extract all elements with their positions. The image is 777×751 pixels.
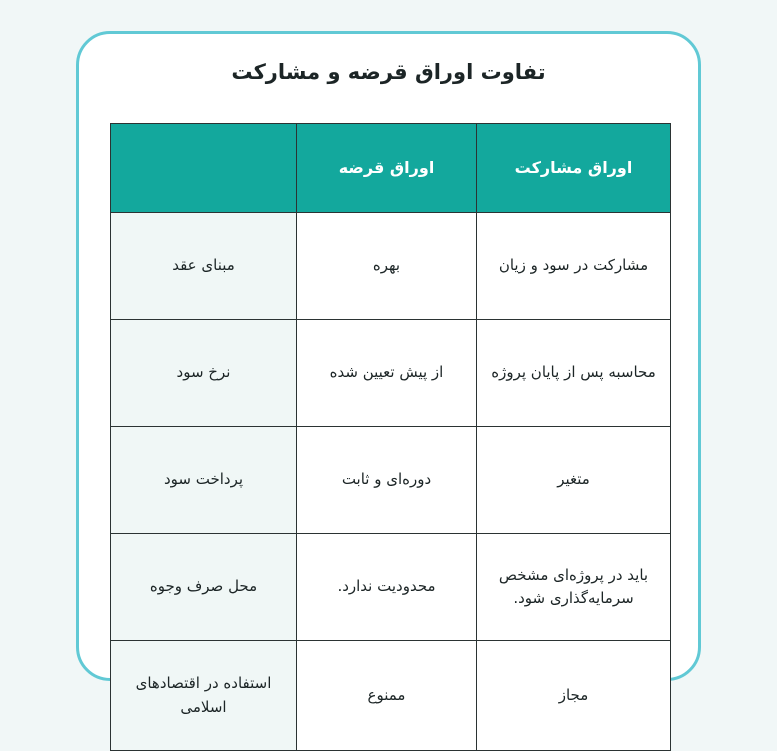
comparison-table-wrapper — [111, 123, 671, 751]
table-header — [111, 124, 671, 213]
cell-mosharekat: متغیر — [477, 427, 671, 534]
cell-mosharekat: مشارکت در سود و زیان — [477, 213, 671, 320]
cell-gharzeh: محدودیت ندارد. — [297, 534, 477, 641]
column-header-label — [111, 124, 297, 213]
cell-row-label: استفاده در اقتصادهای اسلامی — [111, 641, 297, 751]
cell-row-label: مبنای عقد — [111, 213, 297, 320]
cell-gharzeh: دوره‌ای و ثابت — [297, 427, 477, 534]
comparison-table — [110, 123, 671, 751]
cell-gharzeh: ممنوع — [297, 641, 477, 751]
cell-mosharekat: باید در پروژه‌ای مشخص سرمایه‌گذاری شود. — [477, 534, 671, 641]
cell-gharzeh: بهره — [297, 213, 477, 320]
page-title: تفاوت اوراق قرضه و مشارکت — [231, 60, 546, 84]
table-row — [111, 213, 671, 320]
cell-row-label: محل صرف وجوه — [111, 534, 297, 641]
table-row — [111, 641, 671, 751]
column-header-gharzeh: اوراق قرضه — [297, 124, 477, 213]
table-row — [111, 427, 671, 534]
cell-row-label: نرخ سود — [111, 320, 297, 427]
content-card — [76, 31, 701, 716]
cell-gharzeh: از پیش تعیین شده — [297, 320, 477, 427]
cell-mosharekat: مجاز — [477, 641, 671, 751]
table-row — [111, 534, 671, 641]
table-row — [111, 320, 671, 427]
table-header-row — [111, 124, 671, 213]
cell-mosharekat: محاسبه پس از پایان پروژه — [477, 320, 671, 427]
cell-row-label: پرداخت سود — [111, 427, 297, 534]
table-body — [111, 213, 671, 751]
column-header-mosharekat: اوراق مشارکت — [477, 124, 671, 213]
